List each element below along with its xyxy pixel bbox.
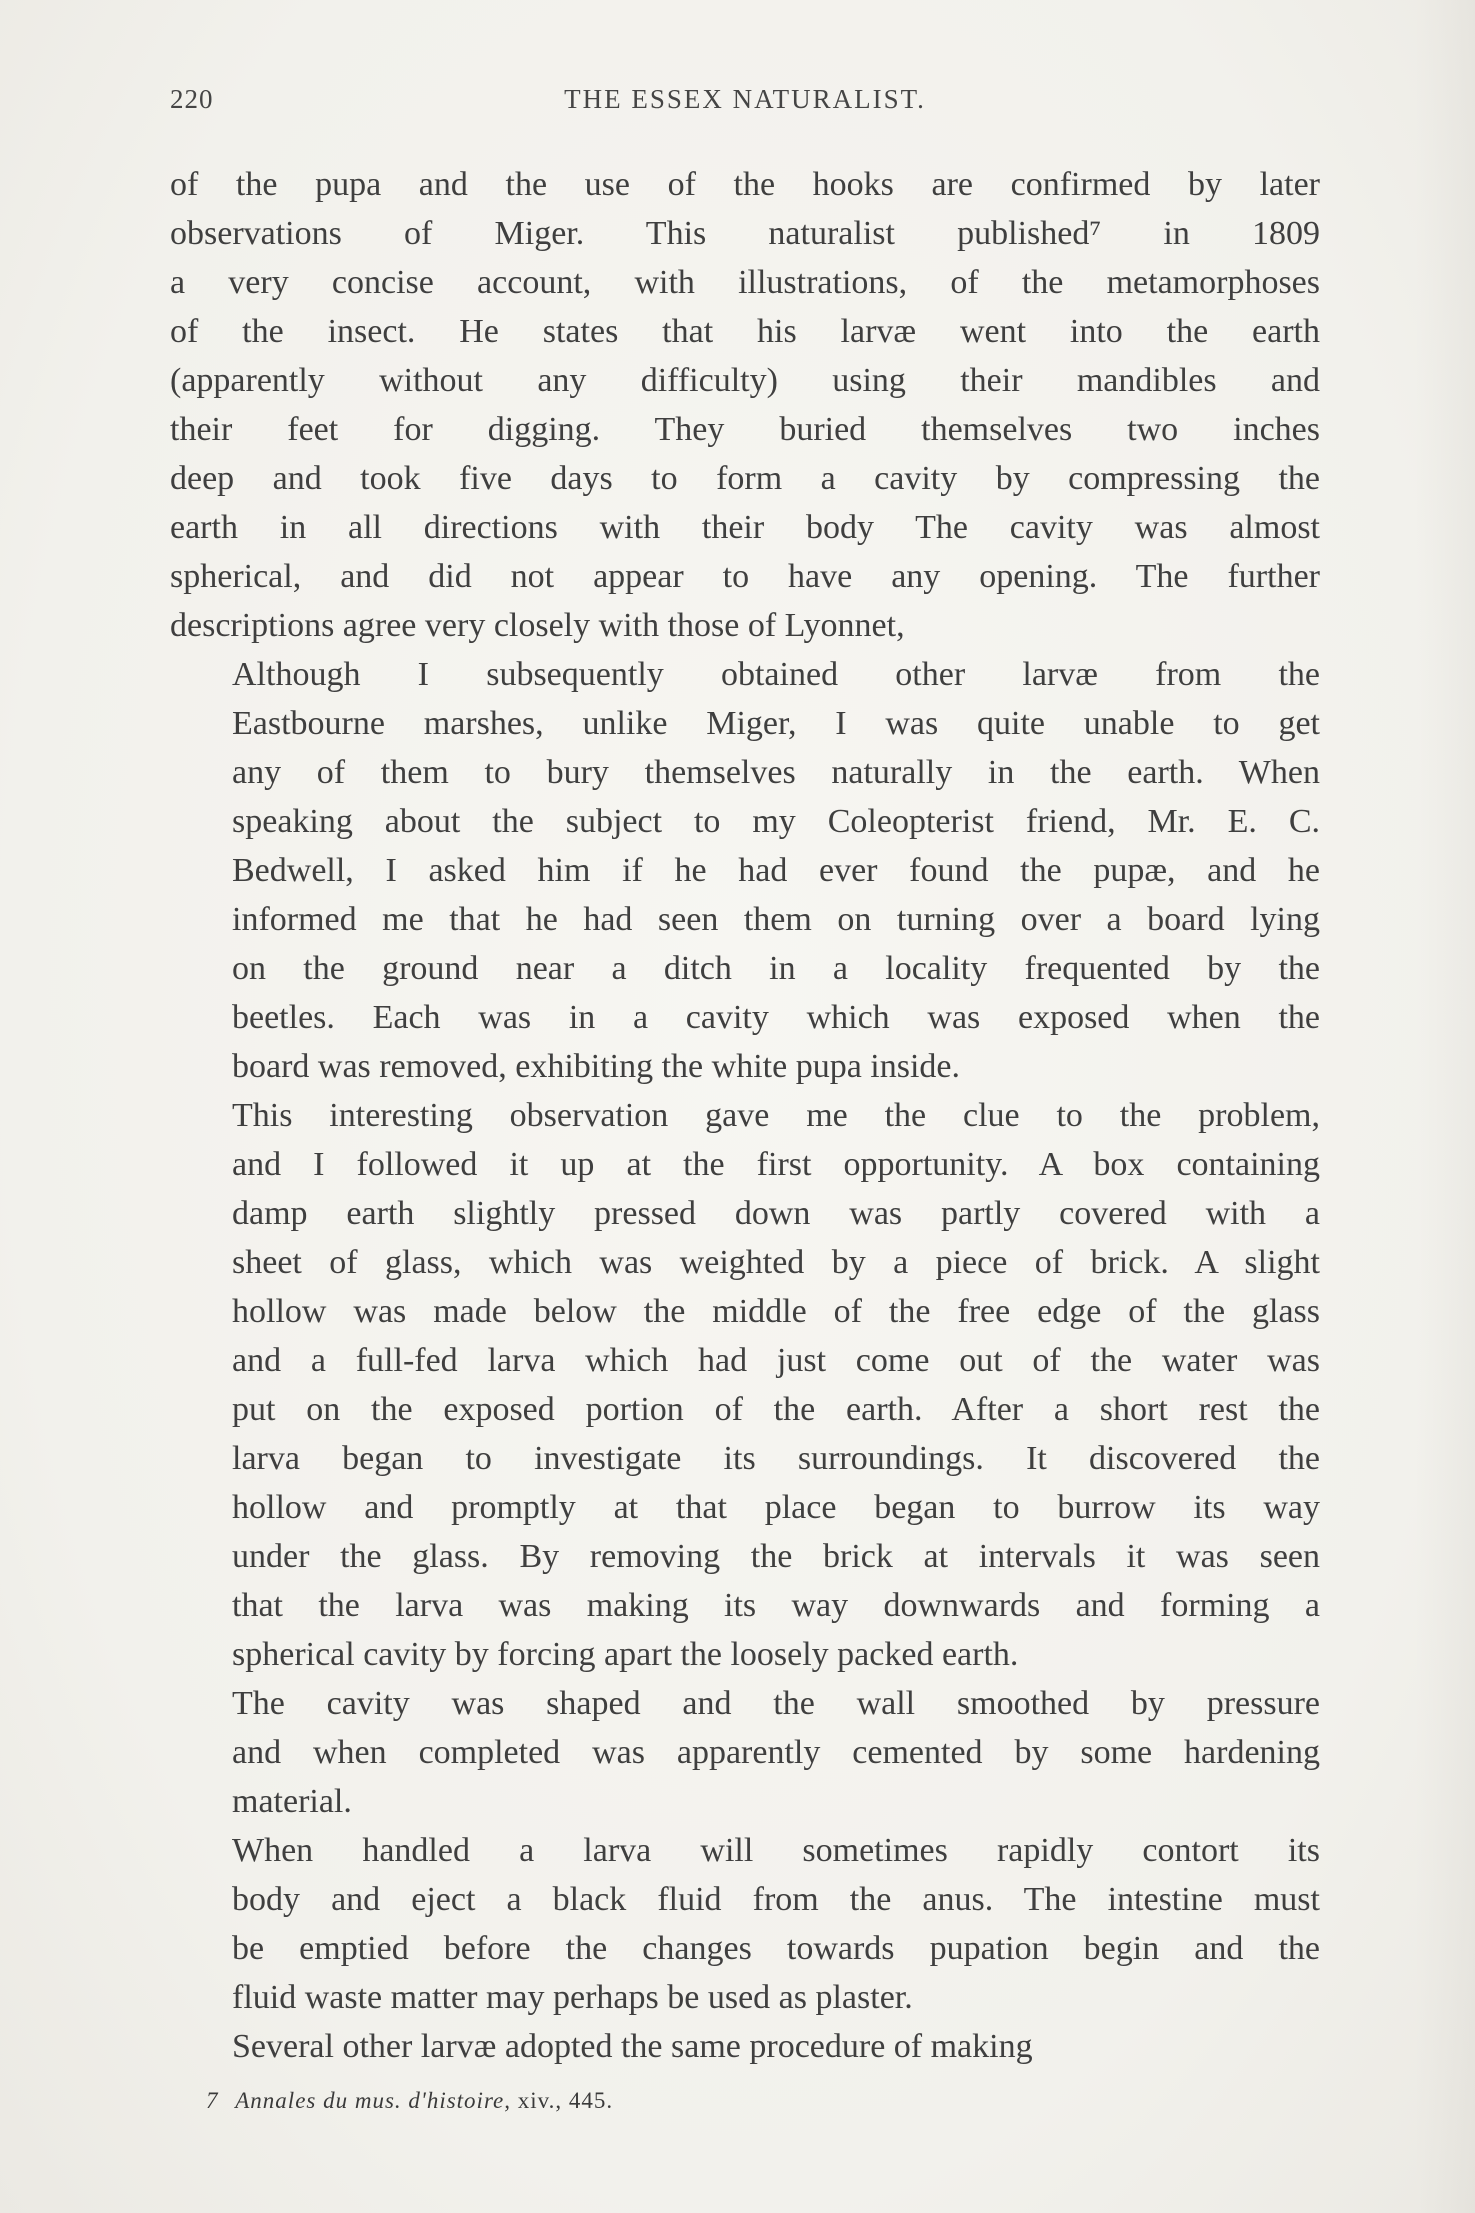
text-line: Bedwell, I asked him if he had ever found the pupæ, and he <box>232 852 1320 889</box>
text-line: Eastbourne marshes, unlike Miger, I was quite unable to get <box>232 705 1320 742</box>
text-line: descriptions agree very closely with those of Lyonnet, <box>170 607 905 644</box>
paragraph <box>170 160 1320 650</box>
paragraph <box>170 2022 1320 2071</box>
footnote <box>206 2088 1106 2114</box>
text-line: that the larva was making its way downwards and forming a <box>232 1587 1320 1624</box>
text-line: put on the exposed portion of the earth. After a short rest the <box>232 1391 1320 1428</box>
text-line: larva began to investigate its surroundings. It discovered the <box>232 1440 1320 1477</box>
text-line: When handled a larva will sometimes rapidly contort its <box>232 1832 1320 1869</box>
text-line: any of them to bury themselves naturally in the earth. When <box>232 754 1320 791</box>
running-head: THE ESSEX NATURALIST. <box>564 84 926 114</box>
paragraph <box>170 650 1320 1091</box>
text-line: and a full-fed larva which had just come out of the water was <box>232 1342 1320 1379</box>
text-line: and when completed was apparently cemented by some hardening <box>232 1734 1320 1771</box>
text-line: on the ground near a ditch in a locality frequented by the <box>232 950 1320 987</box>
text-line: earth in all directions with their body The cavity was almost <box>170 509 1320 546</box>
text-line: under the glass. By removing the brick at intervals it was seen <box>232 1538 1320 1575</box>
text-line: The cavity was shaped and the wall smoothed by pressure <box>232 1685 1320 1722</box>
text-line: sheet of glass, which was weighted by a piece of brick. A slight <box>232 1244 1320 1281</box>
page-header <box>170 84 1320 128</box>
text-line: (apparently without any difficulty) using their mandibles and <box>170 362 1320 399</box>
text-line: Several other larvæ adopted the same procedure of making <box>232 2028 1033 2065</box>
text-line: body and eject a black fluid from the anus. The intestine must <box>232 1881 1320 1918</box>
text-line: of the insect. He states that his larvæ went into the earth <box>170 313 1320 350</box>
text-line: a very concise account, with illustrations, of the metamorphoses <box>170 264 1320 301</box>
paragraph <box>170 1679 1320 1826</box>
footnote-number: 7 <box>206 2088 219 2113</box>
text-line: hollow and promptly at that place began to burrow its way <box>232 1489 1320 1526</box>
text-line: observations of Miger. This naturalist published⁷ in 1809 <box>170 215 1320 252</box>
body-text <box>170 160 1320 2071</box>
text-line: board was removed, exhibiting the white pupa inside. <box>232 1048 960 1085</box>
text-line: spherical cavity by forcing apart the loosely packed earth. <box>232 1636 1019 1673</box>
text-line: damp earth slightly pressed down was partly covered with a <box>232 1195 1320 1232</box>
text-line: speaking about the subject to my Coleopterist friend, Mr. E. C. <box>232 803 1320 840</box>
text-line: beetles. Each was in a cavity which was exposed when the <box>232 999 1320 1036</box>
text-line: be emptied before the changes towards pupation begin and the <box>232 1930 1320 1967</box>
text-line: of the pupa and the use of the hooks are confirmed by later <box>170 166 1320 203</box>
text-line: and I followed it up at the first opportunity. A box containing <box>232 1146 1320 1183</box>
text-line: Although I subsequently obtained other larvæ from the <box>232 656 1320 693</box>
text-line: material. <box>232 1783 352 1820</box>
page-number: 220 <box>170 84 214 114</box>
text-line: hollow was made below the middle of the free edge of the glass <box>232 1293 1320 1330</box>
text-line: deep and took five days to form a cavity by compressing the <box>170 460 1320 497</box>
text-line: informed me that he had seen them on turning over a board lying <box>232 901 1320 938</box>
paragraph <box>170 1091 1320 1679</box>
text-line: This interesting observation gave me the clue to the problem, <box>232 1097 1320 1134</box>
footnote-reference: xiv., 445. <box>517 2088 614 2113</box>
footnote-title: Annales du mus. d'histoire, <box>235 2088 512 2113</box>
page-edge-shadow <box>1415 0 1475 2213</box>
text-line: their feet for digging. They buried themselves two inches <box>170 411 1320 448</box>
text-line: fluid waste matter may perhaps be used as plaster. <box>232 1979 913 2016</box>
paragraph <box>170 1826 1320 2022</box>
text-line: spherical, and did not appear to have any opening. The further <box>170 558 1320 595</box>
